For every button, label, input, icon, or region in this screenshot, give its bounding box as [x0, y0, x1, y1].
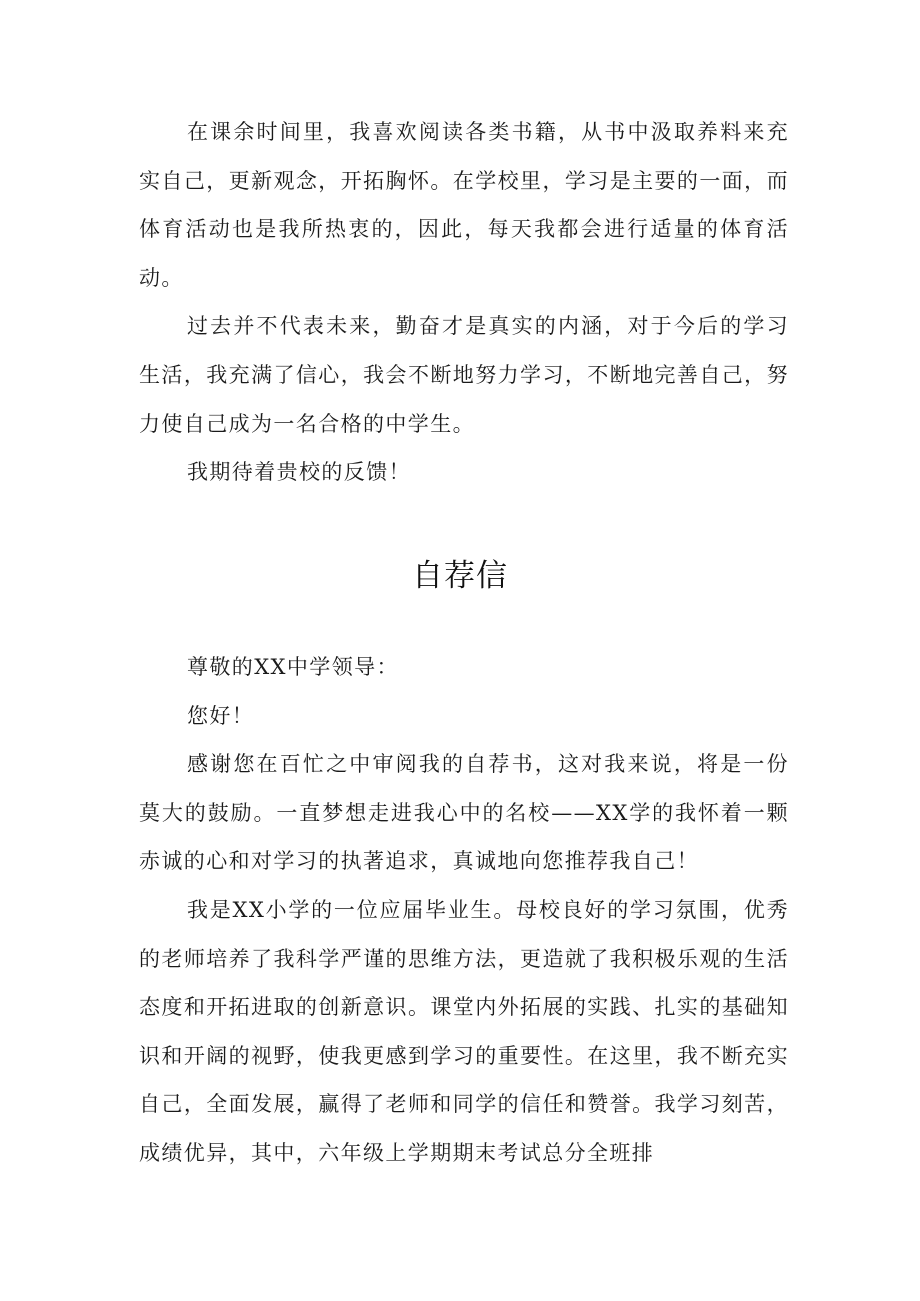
letter-body	[139, 643, 789, 1178]
letter-title: 自荐信	[412, 558, 508, 594]
letter-greeting: 您好！	[187, 703, 255, 728]
paragraph-self-introduction: 我是XX小学的一位应届毕业生。母校良好的学习氛围，优秀的老师培养了我科学严谨的思维方法，更造就了我积极乐观的生活态度和开拓进取的创新意识。课堂内外拓展的实践、扎实的基础知识和开阔的视野，使我更感到学习的重要性。在这里，我不断充实自己，全面发展，赢得了老师和同学的信任和赞誉。我学习刻苦，成绩优异，其中，六年级上学期期末考试总分全班排	[139, 897, 789, 1165]
paragraph-reading-sports: 在课余时间里，我喜欢阅读各类书籍，从书中汲取养料来充实自己，更新观念，开拓胸怀。在学校里，学习是主要的一面，而体育活动也是我所热衷的，因此，每天我都会进行适量的体育活动。	[139, 120, 789, 290]
paragraph-closing: 我期待着贵校的反馈！	[187, 460, 411, 485]
paragraph-future-confidence: 过去并不代表未来，勤奋才是真实的内涵，对于今后的学习生活，我充满了信心，我会不断地努力学习，不断地完善自己，努力使自己成为一名合格的中学生。	[139, 314, 789, 436]
paragraph-thanks: 感谢您在百忙之中审阅我的自荐书，这对我来说，将是一份莫大的鼓励。一直梦想走进我心中的名校——XX学的我怀着一颗赤诚的心和对学习的执著追求，真诚地向您推荐我自己！	[139, 752, 789, 874]
previous-letter-ending	[139, 108, 789, 497]
letter-salutation: 尊敬的XX中学领导：	[187, 655, 399, 679]
